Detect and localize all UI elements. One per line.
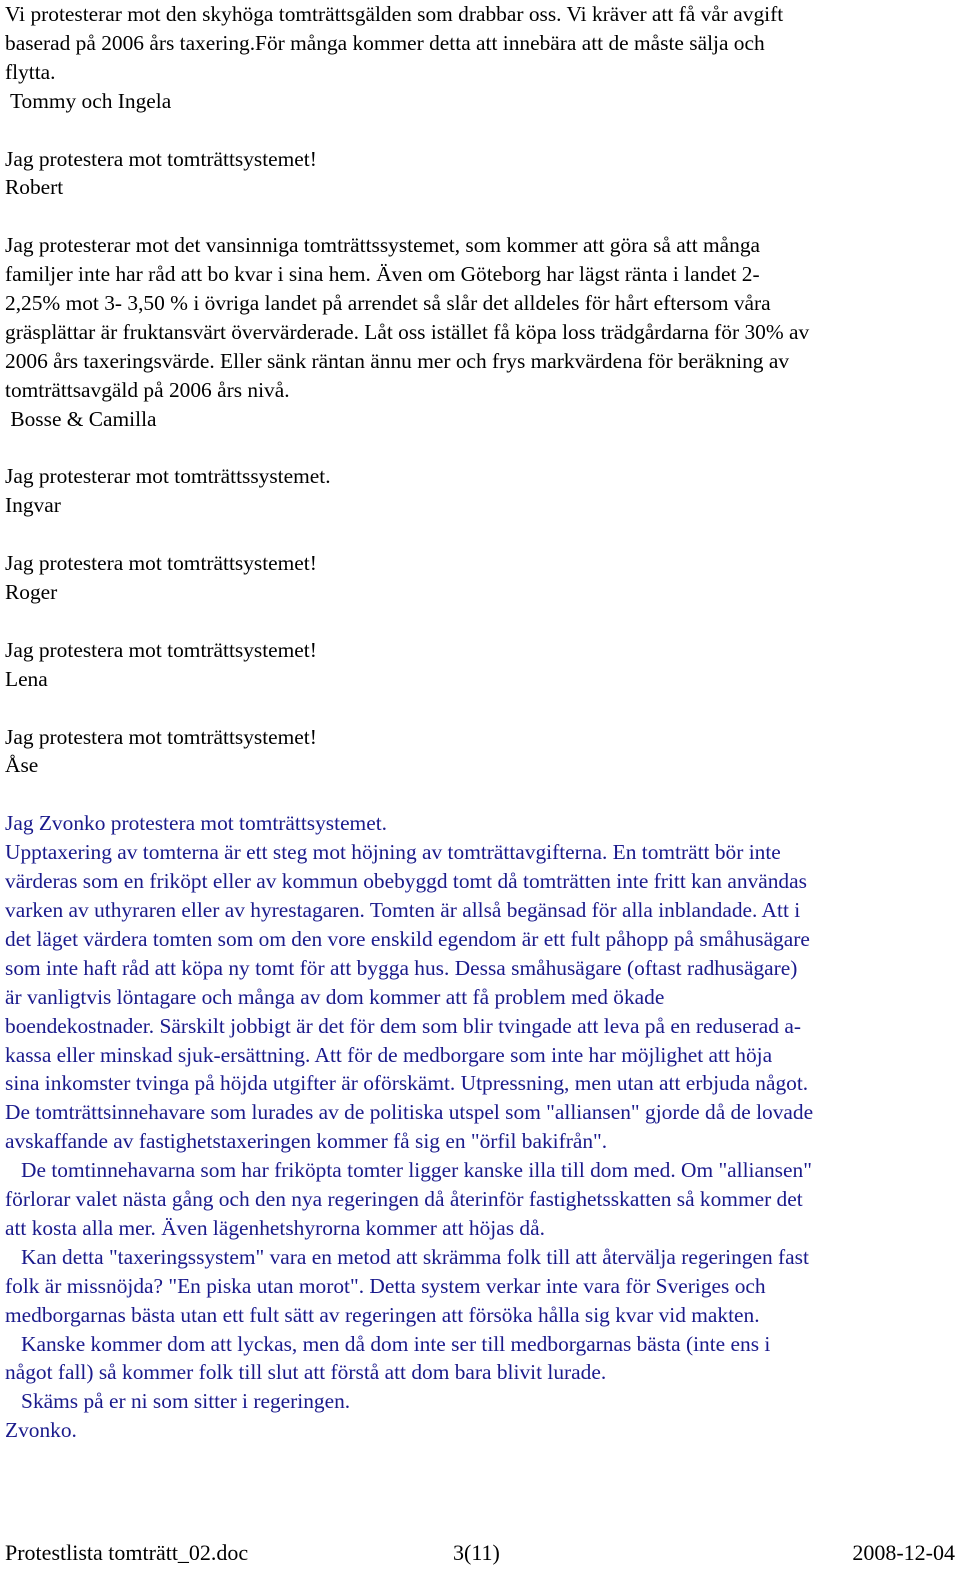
page-footer	[5, 1538, 955, 1568]
document-page	[5, 0, 957, 1445]
entry-line: Bosse & Camilla	[5, 406, 157, 431]
entry-line: gräsplättar är fruktansvärt övervärderade. Låt oss istället få köpa loss trädgårdarna för 30% av	[5, 319, 810, 344]
footer-page-number: 3(11)	[453, 1540, 500, 1565]
zvonko-line: De tomtinnehavarna som har friköpta tomter ligger kanske illa till dom med. Om "alliansen"	[5, 1158, 812, 1183]
entry-line: Jag protestera mot tomträttsystemet!	[5, 724, 317, 749]
entry-line: Tommy och Ingela	[5, 88, 172, 113]
spacer	[5, 780, 957, 809]
entry-line: Robert	[5, 175, 64, 200]
entry-line: baserad på 2006 års taxering.För många kommer detta att innebära att de måste sälja och	[5, 30, 765, 55]
protest-entry	[5, 723, 957, 781]
entry-line: Jag protesterar mot det vansinniga tomträttssystemet, som kommer att göra så att många	[5, 233, 761, 258]
zvonko-line: Upptaxering av tomterna är ett steg mot höjning av tomträttavgifterna. En tomträtt bör inte	[5, 840, 781, 865]
entry-line: Roger	[5, 580, 58, 605]
protest-entry	[5, 636, 957, 694]
zvonko-line: något fall) så kommer folk till slut att förstå att dom bara blivit lurade.	[5, 1360, 607, 1385]
spacer	[5, 520, 957, 549]
protest-entry	[5, 0, 957, 116]
entry-line: Jag protestera mot tomträttsystemet!	[5, 551, 317, 576]
zvonko-line: kassa eller minskad sjuk-ersättning. Att för de medborgare som inte har möjlighet att höja	[5, 1042, 773, 1067]
zvonko-line: värderas som en friköpt eller av kommun obebyggd tomt då tomträtten inte fritt kan användas	[5, 869, 807, 894]
entry-line: Jag protestera mot tomträttsystemet!	[5, 637, 317, 662]
zvonko-line: Kanske kommer dom att lyckas, men då dom inte ser till medborgarnas bästa (inte ens i	[5, 1331, 771, 1356]
zvonko-line: varken av uthyraren eller av hyrestagaren. Tomten är allså begänsad för alla inblandade. Att i	[5, 897, 801, 922]
entry-line: Jag protesterar mot tomträttssystemet.	[5, 464, 331, 489]
zvonko-line: Kan detta "taxeringssystem" vara en metod att skrämma folk till att återvälja regeringen fast	[5, 1244, 809, 1269]
entries-block	[5, 0, 957, 780]
zvonko-line: förlorar valet nästa gång och den nya regeringen då återinför fastighetsskatten så kommer det	[5, 1187, 803, 1212]
spacer	[5, 202, 957, 231]
zvonko-line: är vanligtvis löntagare och många av dom kommer att få problem med ökade	[5, 984, 665, 1009]
zvonko-line: det läget värdera tomten som om den vore enskild egendom är ett fult påhopp på småhusägare	[5, 926, 810, 951]
protest-entry	[5, 145, 957, 203]
entry-line: 2006 års taxeringsvärde. Eller sänk räntan ännu mer och frys markvärdena för beräkning av	[5, 348, 790, 373]
zvonko-line: boendekostnader. Särskilt jobbigt är det för dem som blir tvingade att leva på en reduserad a-	[5, 1013, 801, 1038]
entry-line: Vi protesterar mot den skyhöga tomträttsgälden som drabbar oss. Vi kräver att få vår avgift	[5, 2, 784, 26]
entry-line: Jag protestera mot tomträttsystemet!	[5, 146, 317, 171]
zvonko-line: De tomträttsinnehavare som lurades av de politiska utspel som "alliansen" gjorde då de lovade	[5, 1100, 814, 1125]
entry-line: familjer inte har råd att bo kvar i sina hem. Även om Göteborg har lägst ränta i landet 2-	[5, 262, 760, 287]
zvonko-line: Skäms på er ni som sitter i regeringen.	[5, 1389, 351, 1414]
zvonko-line: medborgarnas bästa utan ett fult sätt av regeringen att försöka hålla sig kvar vid makten.	[5, 1302, 760, 1327]
entry-line: Åse	[5, 753, 39, 778]
entry-line: tomträttsavgäld på 2006 års nivå.	[5, 377, 290, 402]
zvonko-line: som inte haft råd att köpa ny tomt för att bygga hus. Dessa småhusägare (oftast radhusägare)	[5, 955, 798, 980]
zvonko-line: Zvonko.	[5, 1418, 77, 1443]
protest-entry	[5, 549, 957, 607]
spacer	[5, 116, 957, 145]
spacer	[5, 694, 957, 723]
spacer	[5, 434, 957, 463]
protest-entry	[5, 462, 957, 520]
zvonko-line: folk är missnöjda? "En piska utan morot". Detta system verkar inte vara för Sveriges och	[5, 1273, 766, 1298]
entry-line: flytta.	[5, 59, 56, 84]
spacer	[5, 607, 957, 636]
entry-line: Ingvar	[5, 493, 61, 518]
entry-line: 2,25% mot 3- 3,50 % i övriga landet på arrendet så slår det alldeles för hårt eftersom våra	[5, 291, 771, 316]
entry-line: Lena	[5, 666, 48, 691]
footer-filename: Protestlista tomträtt_02.doc	[5, 1540, 249, 1565]
zvonko-entry	[5, 809, 957, 1445]
protest-entry	[5, 231, 957, 433]
footer-date: 2008-12-04	[852, 1540, 955, 1565]
zvonko-line: att kosta alla mer. Även lägenhetshyrorna kommer att höjas då.	[5, 1215, 545, 1240]
zvonko-line: Jag Zvonko protestera mot tomträttsystemet.	[5, 811, 387, 836]
zvonko-line: sina inkomster tvinga på höjda utgifter är oförskämt. Utpressning, men utan att erbjuda något.	[5, 1071, 809, 1096]
zvonko-line: avskaffande av fastighetstaxeringen kommer få sig en "örfil bakifrån".	[5, 1129, 608, 1154]
